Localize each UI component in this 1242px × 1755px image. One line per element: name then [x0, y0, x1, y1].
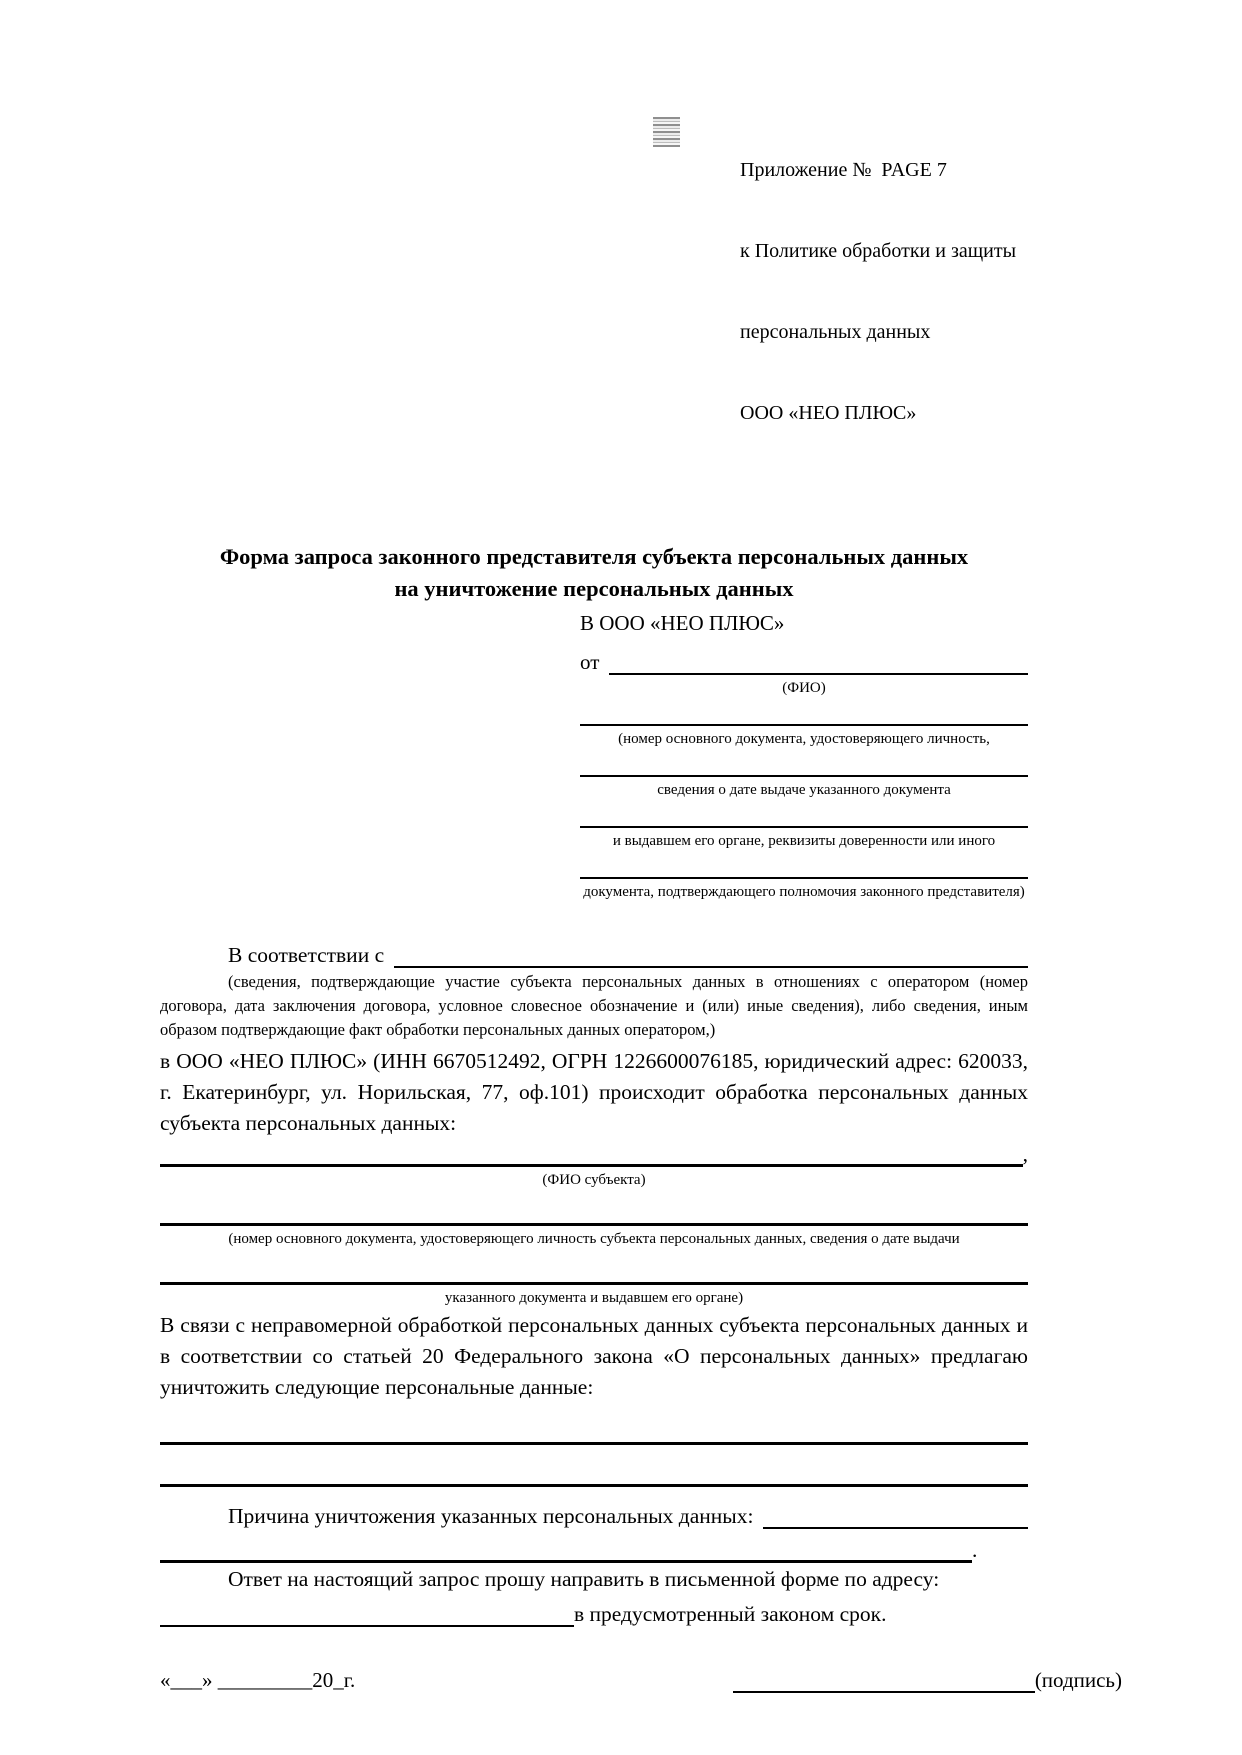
- reason-line-period: .: [972, 1538, 978, 1562]
- answer-address-field[interactable]: [160, 1595, 574, 1627]
- company-name: ООО «НЕО ПЛЮС»: [740, 402, 917, 424]
- subject-doc-field-1[interactable]: [160, 1198, 1028, 1226]
- signature-field[interactable]: [733, 1665, 1035, 1693]
- recipient-company: В ООО «НЕО ПЛЮС»: [580, 611, 785, 635]
- doc-issue-date-field[interactable]: [580, 749, 1028, 777]
- data-to-destroy-field-1[interactable]: [160, 1417, 1028, 1445]
- subject-fio-caption: (ФИО субъекта): [542, 1172, 646, 1188]
- doc-number-field[interactable]: [580, 698, 1028, 726]
- operator-paragraph: в ООО «НЕО ПЛЮС» (ИНН 6670512492, ОГРН 1226600076185, юридический адрес: 620033, г. Екатеринбург, ул. Норильская, 77, оф.101) происходит обработка персональных данных субъекта персональных данных:: [160, 1049, 1028, 1135]
- answer-sentence: Ответ на настоящий запрос прошу направить в письменной форме по адресу:: [228, 1567, 940, 1591]
- accordance-row: [160, 932, 1028, 968]
- doc-issuer-field[interactable]: [580, 800, 1028, 828]
- attorney-doc-caption: документа, подтверждающего полномочия законного представителя): [583, 884, 1025, 900]
- appendix-number-line: Приложение № PAGE 7: [740, 159, 947, 181]
- subject-fio-row: [160, 1141, 1028, 1167]
- reason-continuation-row: [160, 1529, 1028, 1563]
- subject-doc-caption-1: (номер основного документа, удостоверяющего личность субъекта персональных данных, сведения о дате выдачи: [228, 1231, 960, 1247]
- document-body: [160, 932, 1122, 1693]
- signature-right: [733, 1665, 1122, 1693]
- policy-line-1: к Политике обработки и защиты: [740, 240, 1017, 262]
- appendix-header: [740, 103, 1028, 481]
- subject-line-comma: ,: [1022, 1142, 1028, 1166]
- policy-line-2: персональных данных: [740, 321, 931, 343]
- doc-number-caption: (номер основного документа, удостоверяющего личность,: [618, 731, 990, 747]
- subject-doc-field-2[interactable]: [160, 1257, 1028, 1285]
- from-row: [580, 639, 1028, 675]
- recipient-block: [580, 607, 1028, 902]
- signature-row: [160, 1659, 1122, 1693]
- fio-field[interactable]: [609, 673, 1028, 675]
- accordance-basis-field[interactable]: [394, 966, 1028, 968]
- reason-row: [160, 1495, 1028, 1529]
- answer-address-row: [160, 1595, 1028, 1627]
- document-title: [160, 541, 1028, 605]
- destroy-paragraph: В связи с неправомерной обработкой персональных данных субъекта персональных данных и в соответствии со статьей 20 Федерального закона «О персональных данных» предлагаю уничтожить следующие персональные данные:: [160, 1313, 1028, 1399]
- accordance-note: (сведения, подтверждающие участие субъекта персональных данных в отношениях с оператором (номер договора, дата заключения договора, условное словесное обозначение и (или) иные сведения), либо сведения, иным образом подтверждающие факт обработки персональных данных оператором,): [160, 972, 1028, 1039]
- answer-tail-text: в предусмотренный законом срок.: [574, 1602, 887, 1626]
- subject-fio-field[interactable]: [160, 1164, 1023, 1167]
- title-line-1: Форма запроса законного представителя субъекта персональных данных: [219, 544, 969, 569]
- fio-caption: (ФИО): [782, 680, 826, 696]
- subject-doc-caption-2: указанного документа и выдавшем его органе): [444, 1290, 744, 1306]
- field-code-artifact-icon: [653, 117, 680, 147]
- date-blank-text: «___» _________20_г.: [160, 1668, 356, 1692]
- signature-caption: (подпись): [1034, 1668, 1122, 1692]
- destroy-reason-field-2[interactable]: [160, 1529, 972, 1563]
- title-line-2: на уничтожение персональных данных: [394, 576, 794, 601]
- data-to-destroy-field-2[interactable]: [160, 1459, 1028, 1487]
- accordance-label: В соответствии с: [228, 943, 385, 967]
- attorney-doc-field[interactable]: [580, 851, 1028, 879]
- from-label: от: [580, 650, 600, 674]
- doc-issuer-caption: и выдавшем его органе, реквизиты доверенности или иного: [612, 833, 996, 849]
- reason-label: Причина уничтожения указанных персональных данных:: [228, 1504, 754, 1528]
- doc-issue-date-caption: сведения о дате выдаче указанного документа: [657, 782, 951, 798]
